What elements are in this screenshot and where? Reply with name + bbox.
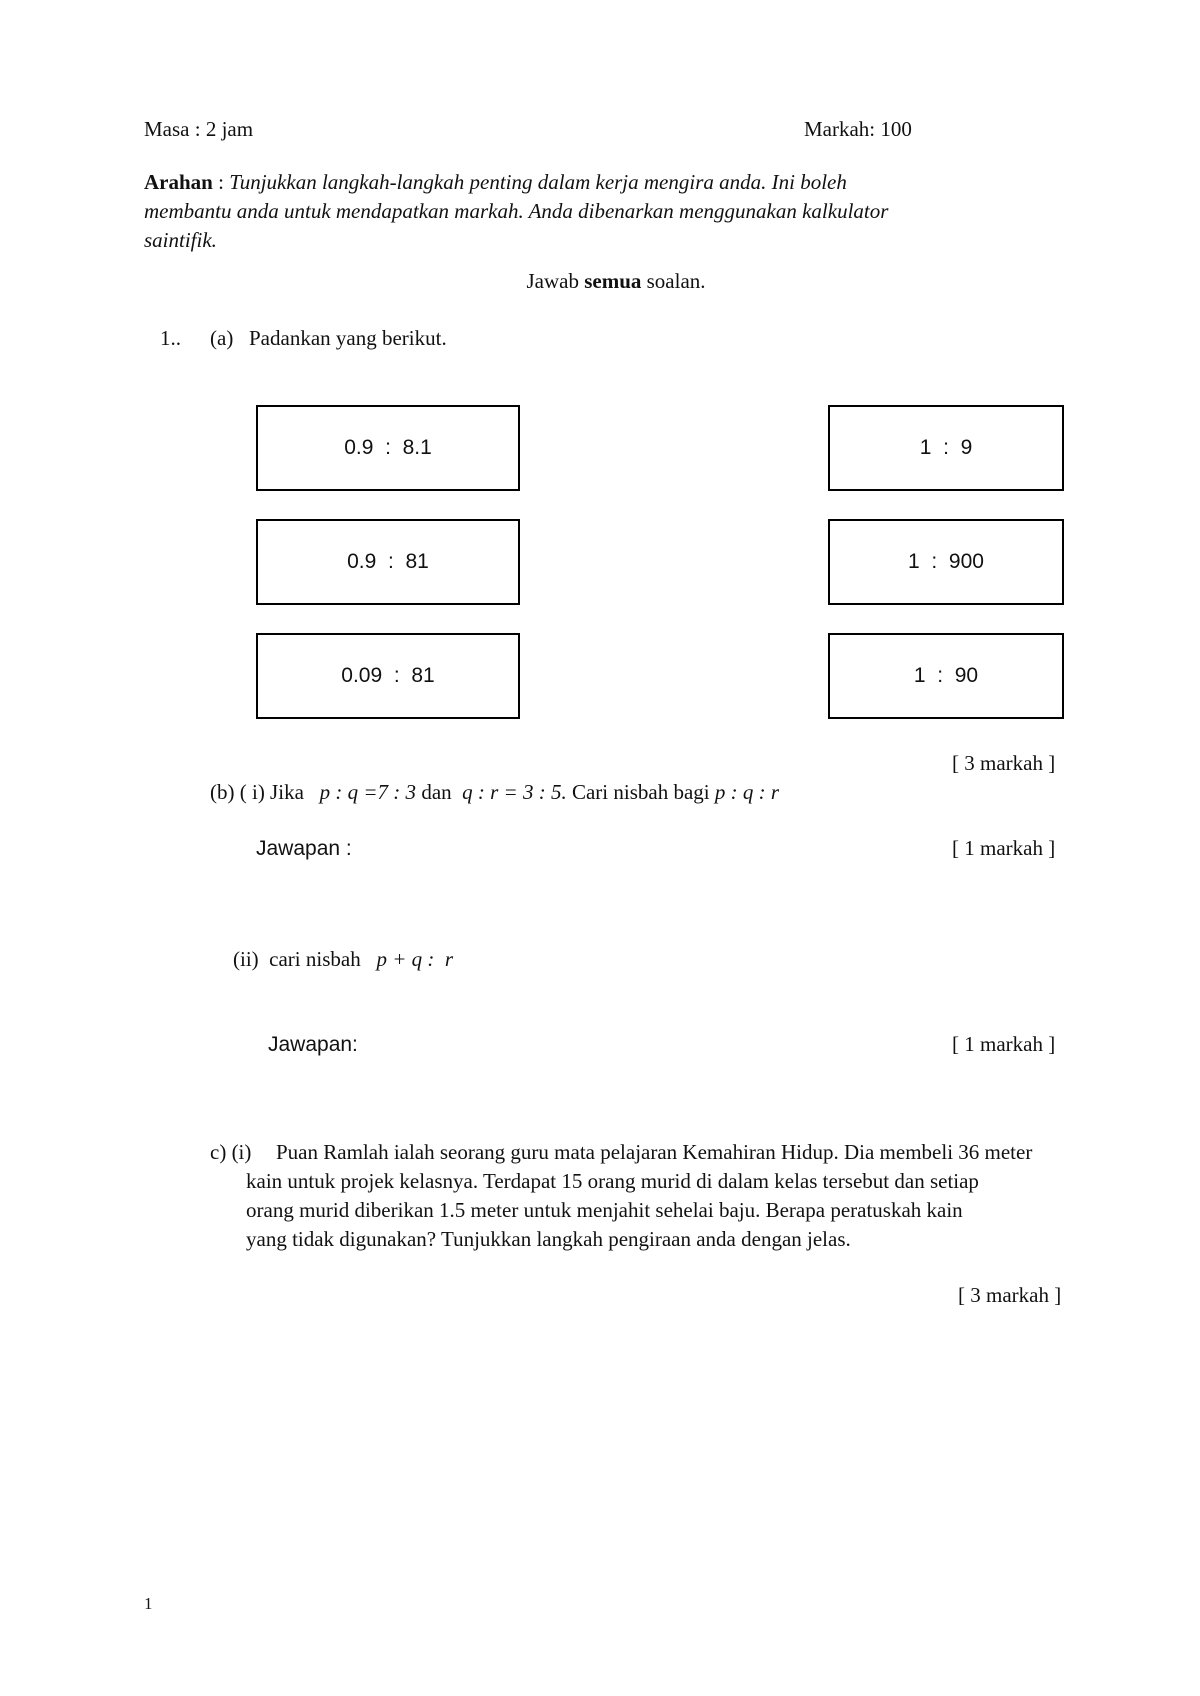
part-a-label: (a) (210, 326, 234, 350)
part-b-equation-1: p : q =7 : 3 (319, 780, 417, 804)
exam-duration: Masa : 2 jam (144, 117, 254, 141)
part-c-text-first (276, 1138, 1032, 1167)
part-c-marks: [ 3 markah ] (958, 1283, 1062, 1307)
part-a-marks: [ 3 markah ] (952, 751, 1056, 775)
part-b-ii-expression: p + q : r (376, 947, 454, 971)
left-ratio-box-3[interactable]: 0.09 : 81 (256, 633, 520, 719)
part-b-ii (233, 947, 453, 972)
instructions-line-1: Tunjukkan langkah-langkah penting dalam kerja mengira anda. Ini boleh (229, 170, 847, 194)
instructions-line-3: saintifik. (144, 228, 217, 252)
part-c-label: c) (i) (210, 1140, 252, 1164)
part-b-target: p : q : r (714, 780, 780, 804)
right-ratio-box-2[interactable]: 1 : 900 (828, 519, 1064, 605)
instructions-label: Arahan (144, 170, 213, 194)
answer-label-b-ii: Jawapan: (268, 1033, 358, 1056)
left-ratio-box-2[interactable]: 0.9 : 81 (256, 519, 520, 605)
instructions-line-2: membantu anda untuk mendapatkan markah. Anda dibenarkan menggunakan kalkulator (144, 199, 889, 223)
part-c-line-1: Puan Ramlah ialah seorang guru mata pelajaran Kemahiran Hidup. Dia membeli 36 meter (276, 1140, 1033, 1164)
right-ratio-box-1[interactable]: 1 : 9 (828, 405, 1064, 491)
part-c-text (246, 1167, 979, 1254)
part-c-line-4: yang tidak digunakan? Tunjukkan langkah pengiraan anda dengan jelas. (246, 1227, 851, 1251)
part-b-question: (b) ( i) Jika p : q =7 : 3 dan q : r = 3 : 5. Cari nisbah bagi p : q : r (210, 780, 780, 804)
part-c-line-2: kain untuk projek kelasnya. Terdapat 15 orang murid di dalam kelas tersebut dan setiap (246, 1169, 979, 1193)
left-ratio-box-1[interactable]: 0.9 : 8.1 (256, 405, 520, 491)
right-ratio-box-3[interactable]: 1 : 90 (828, 633, 1064, 719)
part-b-ii-label: (ii) (233, 947, 259, 971)
part-b-i-marks: [ 1 markah ] (952, 836, 1056, 860)
answer-label-b-i: Jawapan : (256, 837, 352, 860)
part-b-ii-text: cari nisbah (269, 947, 361, 971)
page-number: 1 (144, 1594, 153, 1613)
part-c-line-3: orang murid diberikan 1.5 meter untuk menjahit sehelai baju. Berapa peratuskah kain (246, 1198, 963, 1222)
part-b-ii-marks: [ 1 markah ] (952, 1032, 1056, 1056)
answer-all-note: Jawab semua soalan. (526, 269, 706, 293)
instructions: Arahan : Tunjukkan langkah-langkah penting dalam kerja mengira anda. Ini boleh membantu anda untuk mendapatkan markah. Anda dibenarkan menggunakan kalkulator saintifik. (144, 170, 889, 252)
question-number: 1.. (160, 326, 181, 350)
part-b-equation-2: q : r = 3 : 5. (462, 780, 567, 804)
part-a-text: Padankan yang berikut. (249, 326, 447, 350)
total-marks: Markah: 100 (804, 117, 912, 141)
